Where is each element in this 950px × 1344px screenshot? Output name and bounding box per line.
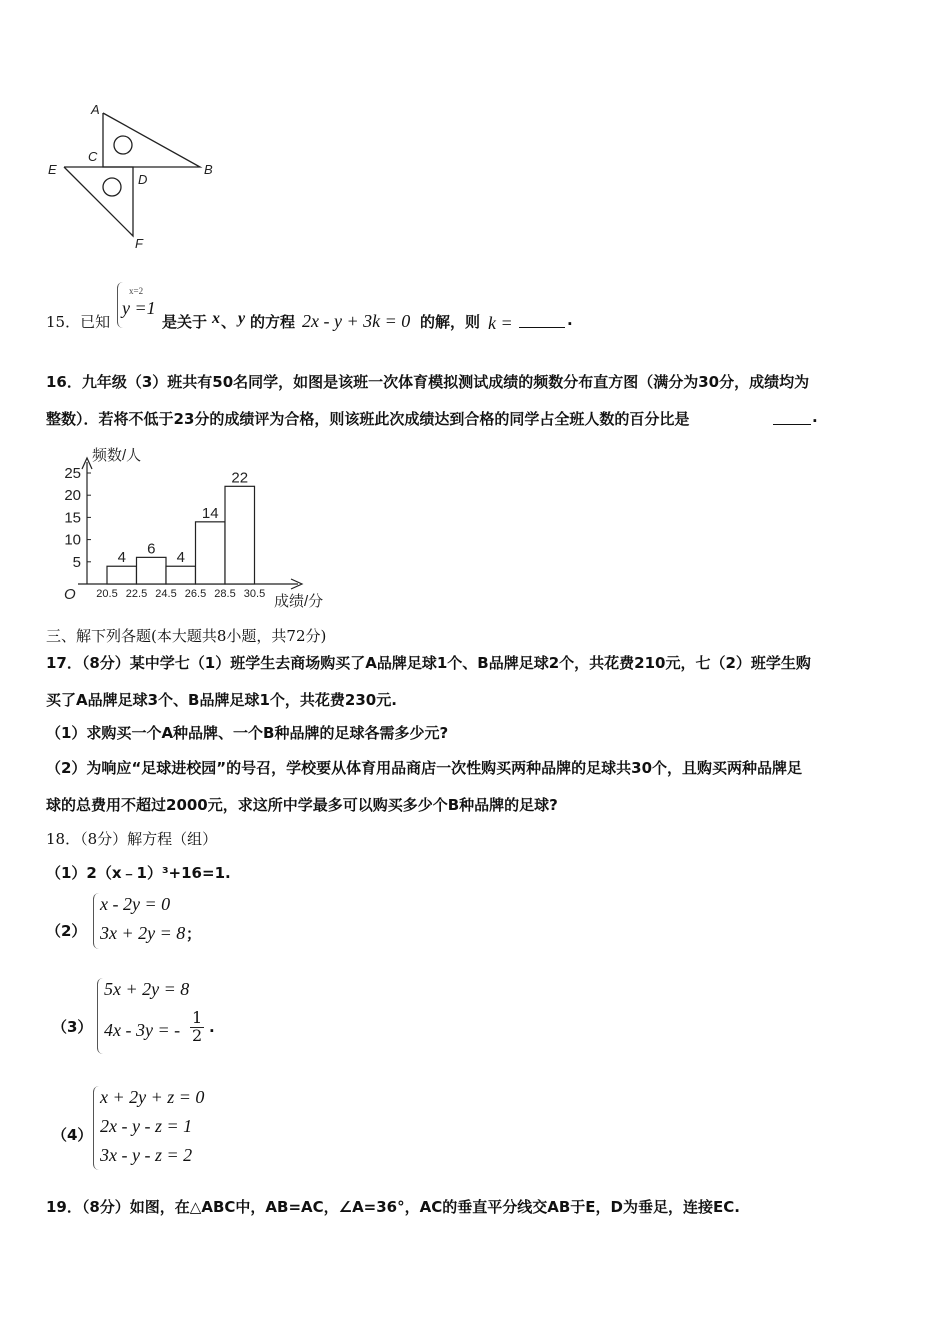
y-tick-label: 20 [64,487,81,505]
triangle-figure [40,98,230,258]
histogram-bar [137,557,167,584]
figure-label-d: D [138,172,148,187]
q19-text: 19．（8分）如图，在△ABC中，AB=AC，∠A=36°，AC的垂直平分线交AB于E，D为垂足，连接EC. [46,1198,740,1216]
q18-part2-brace [93,893,100,949]
q15-sep: 、 [221,313,237,331]
histogram-bar [225,486,255,584]
q18-header: 18．（8分）解方程（组） [46,830,218,848]
q15-system-bottom: y =1 [122,298,156,318]
x-tick-label: 26.5 [184,588,207,600]
figure-label-c: C [88,149,98,164]
q18-part3-brace [97,978,104,1054]
y-tick-label: 15 [64,509,81,527]
y-tick-label: 10 [64,531,81,549]
q17-part2-line2: 球的总费用不超过2000元，求这所中学最多可以购买多少个B种品牌的足球? [46,796,558,814]
q16-tail: . [812,408,818,426]
x-axis-label: 成绩/分 [274,593,324,610]
q18-part3-tail: . [209,1018,215,1036]
origin-label: O [64,586,76,603]
figure-label-e: E [48,162,57,177]
q18-part2-eq2: 3x + 2y = 8 [100,923,186,943]
y-tick-label: 25 [64,465,81,482]
bar-value-label: 14 [201,504,219,522]
q18-part3-denominator: 2 [192,1025,203,1045]
q18-part4-eq1: x + 2y + z = 0 [100,1087,205,1107]
q15-var-x: x [212,310,220,327]
figure-label-f: F [135,236,143,251]
q17-part2-line1: （2）为响应“足球进校园”的号召，学校要从体育用品商店一次性购买两种品牌的足球共30个，且购买两种品牌足 [46,759,803,777]
q15-equation: 2x - y + 3k = 0 [302,311,411,331]
q15-text-sol: 的解，则 [420,313,481,331]
q18-part2-label: （2） [46,922,87,940]
histogram-chart [40,440,340,612]
section-3-heading: 三、解下列各题(本大题共8小题，共72分) [46,627,327,645]
q15-var-y: y [238,310,246,327]
x-tick-label: 24.5 [155,588,177,600]
q15-tail: . [567,311,573,329]
figure-label-a: A [91,102,100,117]
q18-part2-eq1: x - 2y = 0 [100,894,171,914]
q18-part4-eq3: 3x - y - z = 2 [100,1145,193,1165]
q18-part4-brace [93,1086,100,1170]
q15-text-eq: 的方程 [250,313,296,331]
q16-line1: 16．九年级（3）班共有50名同学，如图是该班一次体育模拟测试成绩的频数分布直方图（满分为30分，成绩均为 [46,373,810,391]
q18-part4-eq2: 2x - y - z = 1 [100,1116,193,1136]
histogram-bar [166,566,196,584]
y-axis-label: 频数/人 [92,447,142,464]
q18-part1: （1）2（x﹣1）³+16=1. [46,864,231,882]
q18-part3-label: （3） [52,1018,93,1036]
q16-answer-blank[interactable] [773,408,811,425]
y-tick-label: 5 [72,553,81,571]
bar-value-label: 4 [176,549,185,567]
q15-number: 15．已知 [46,313,111,331]
q18-part3-fraction [190,1010,204,1045]
q16-line2: 整数）．若将不低于23分的成绩评为合格，则该班此次成绩达到合格的同学占全班人数的百分比是 [46,410,690,428]
q15-system-top: x=2 [129,286,144,296]
q15-text-mid: 是关于 [162,313,208,331]
x-tick-label: 28.5 [214,588,236,600]
bar-value-label: 4 [117,549,126,567]
q18-part3-eq1: 5x + 2y = 8 [104,979,190,999]
bar-value-label: 6 [147,540,156,558]
q18-part2-tail: ； [186,925,202,943]
q17-part1: （1）求购买一个A种品牌、一个B种品牌的足球各需多少元? [46,724,449,742]
q18-part3-numerator: 1 [192,1008,203,1027]
q17-line2: 买了A品牌足球3个、B品牌足球1个，共花费230元. [46,691,397,709]
figure-label-b: B [204,162,213,177]
bar-value-label: 22 [231,469,249,487]
x-tick-label: 30.5 [243,588,266,600]
q15-k-label: k = [488,313,513,333]
q17-line1: 17．（8分）某中学七（1）班学生去商场购买了A品牌足球1个、B品牌足球2个，共花费210元，七（2）班学生购 [46,654,811,672]
q15-answer-blank[interactable] [519,311,565,328]
x-tick-label: 20.5 [96,588,118,600]
q18-part3-eq2: 4x - 3y = - [104,1020,181,1040]
x-tick-label: 22.5 [125,588,148,600]
histogram-bar [196,522,226,584]
histogram-bar [107,566,137,584]
q18-part4-label: （4） [52,1126,93,1144]
